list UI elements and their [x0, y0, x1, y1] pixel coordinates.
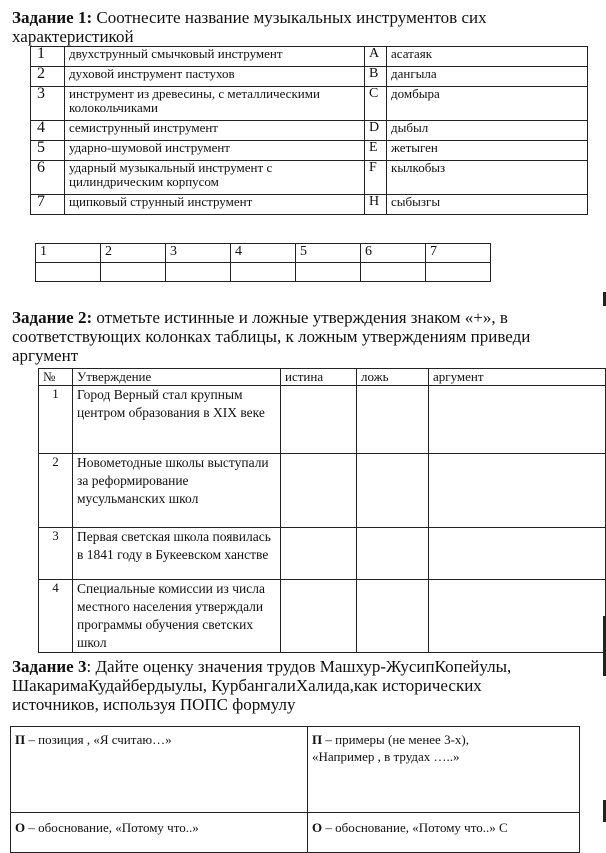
pops-p2-letter: П [312, 732, 323, 747]
pops-o1-text: – обоснование, «Потому что..» [25, 820, 199, 835]
statement-number: 2 [39, 454, 73, 528]
answer-grid-cell[interactable] [231, 263, 296, 282]
answer-grid-cell[interactable] [296, 263, 361, 282]
option-letter: H [365, 195, 387, 215]
statement-text: Специальные комиссии из числа местного населения утверждали программы обучения светских школ [73, 580, 281, 653]
answer-grid-header: 7 [426, 244, 491, 263]
task2-heading [12, 308, 602, 365]
table-header-row [39, 369, 606, 386]
task3-text-line2: ШакаримаКудайбердыулы, КурбангалиХалида,как исторических [12, 676, 482, 695]
row-number: 1 [31, 47, 65, 67]
task3-text-line3: источников, используя ПОПС формулу [12, 695, 296, 714]
instrument-name: домбыра [387, 87, 588, 121]
statement-row [39, 580, 606, 653]
pops-o2-letter: О [312, 820, 323, 835]
task2-label: Задание 2: [12, 308, 93, 327]
pops-position-cell[interactable] [11, 727, 308, 813]
row-number: 5 [31, 141, 65, 161]
statement-text: Новометодные школы выступали за реформирование мусульманских школ [73, 454, 281, 528]
instrument-name: асатаяк [387, 47, 588, 67]
header-argument: аргумент [429, 369, 606, 386]
argument-cell[interactable] [429, 528, 606, 580]
header-false: ложь [357, 369, 429, 386]
matching-row [31, 87, 588, 121]
answer-grid-cell[interactable] [36, 263, 101, 282]
answer-grid-cell[interactable] [101, 263, 166, 282]
task3-label: Задание 3 [12, 657, 87, 676]
instrument-description: семиструнный инструмент [65, 121, 365, 141]
task1-label: Задание 1: [12, 8, 93, 27]
answer-grid-cell[interactable] [361, 263, 426, 282]
statement-row [39, 386, 606, 454]
header-num: № [39, 369, 73, 386]
task1-heading [12, 8, 602, 46]
option-letter: F [365, 161, 387, 195]
task3-text-line1: : Дайте оценку значения трудов Машхур-ЖусипКопейулы, [86, 657, 512, 676]
statement-text: Первая светская школа появилась в 1841 году в Букеевском ханстве [73, 528, 281, 580]
pops-p2-text2: «Например , в трудах …..» [312, 749, 460, 764]
instrument-description: духовой инструмент пастухов [65, 67, 365, 87]
statement-row [39, 454, 606, 528]
instrument-description: ударно-шумовой инструмент [65, 141, 365, 161]
statement-row [39, 528, 606, 580]
row-number: 2 [31, 67, 65, 87]
pops-formula-table [10, 726, 580, 853]
pops-p1-text: – позиция , «Я считаю…» [25, 732, 172, 747]
answer-grid-header: 4 [231, 244, 296, 263]
answer-grid-input-row [36, 263, 491, 282]
true-cell[interactable] [281, 386, 357, 454]
answer-grid-header-row [36, 244, 491, 263]
task2-text-line1: отметьте истинные и ложные утверждения знаком «+», в [96, 308, 508, 327]
instrument-description: ударный музыкальный инструмент с цилиндрическим корпусом [65, 161, 365, 195]
instrument-name: жетыген [387, 141, 588, 161]
pops-examples-cell[interactable] [308, 727, 580, 813]
false-cell[interactable] [357, 386, 429, 454]
answer-grid-header: 3 [166, 244, 231, 263]
pops-o1-letter: О [15, 820, 26, 835]
false-cell[interactable] [357, 454, 429, 528]
instrument-description: щипковый струнный инструмент [65, 195, 365, 215]
true-cell[interactable] [281, 528, 357, 580]
false-cell[interactable] [357, 580, 429, 653]
header-statement: Утверждение [73, 369, 281, 386]
row-number: 7 [31, 195, 65, 215]
pops-p2-text: – примеры (не менее 3-х), [322, 732, 469, 747]
answer-grid-header: 6 [361, 244, 426, 263]
task2-text-line3: аргумент [12, 346, 79, 365]
true-cell[interactable] [281, 454, 357, 528]
instrument-matching-table [30, 46, 588, 215]
answer-grid-header: 2 [101, 244, 166, 263]
false-cell[interactable] [357, 528, 429, 580]
instrument-name: дыбыл [387, 121, 588, 141]
pops-reason-cell-right[interactable] [308, 813, 580, 853]
instrument-name: сыбызгы [387, 195, 588, 215]
instrument-description: инструмент из древесины, с металлическими колокольчиками [65, 87, 365, 121]
task1-text-line1: Соотнесите название музыкальных инструментов сих [96, 8, 487, 27]
option-letter: A [365, 47, 387, 67]
answer-grid-header: 5 [296, 244, 361, 263]
option-letter: C [365, 87, 387, 121]
answer-grid-cell[interactable] [426, 263, 491, 282]
statement-text: Город Верный стал крупным центром образования в XIX веке [73, 386, 281, 454]
answer-grid [35, 243, 491, 282]
task1-text-line2: характеристикой [12, 27, 134, 46]
true-cell[interactable] [281, 580, 357, 653]
task2-text-line2: соответствующих колонках таблицы, к ложным утверждениям приведи [12, 327, 531, 346]
argument-cell[interactable] [429, 580, 606, 653]
option-letter: E [365, 141, 387, 161]
instrument-description: двухструнный смычковый инструмент [65, 47, 365, 67]
answer-grid-cell[interactable] [166, 263, 231, 282]
statement-number: 3 [39, 528, 73, 580]
answer-grid-header: 1 [36, 244, 101, 263]
matching-row [31, 195, 588, 215]
row-number: 6 [31, 161, 65, 195]
header-true: истина [281, 369, 357, 386]
option-letter: D [365, 121, 387, 141]
instrument-name: дангыла [387, 67, 588, 87]
matching-row [31, 121, 588, 141]
option-letter: B [365, 67, 387, 87]
matching-row [31, 47, 588, 67]
pops-reason-cell-left[interactable] [11, 813, 308, 853]
instrument-name: кылкобыз [387, 161, 588, 195]
argument-cell[interactable] [429, 454, 606, 528]
matching-row [31, 161, 588, 195]
matching-row [31, 67, 588, 87]
statement-number: 4 [39, 580, 73, 653]
task3-heading [12, 657, 602, 714]
row-number: 3 [31, 87, 65, 121]
matching-row [31, 141, 588, 161]
true-false-table [38, 368, 606, 653]
row-number: 4 [31, 121, 65, 141]
statement-number: 1 [39, 386, 73, 454]
pops-p1-letter: П [15, 732, 26, 747]
argument-cell[interactable] [429, 386, 606, 454]
pops-o2-text: – обоснование, «Потому что..» С [322, 820, 508, 835]
